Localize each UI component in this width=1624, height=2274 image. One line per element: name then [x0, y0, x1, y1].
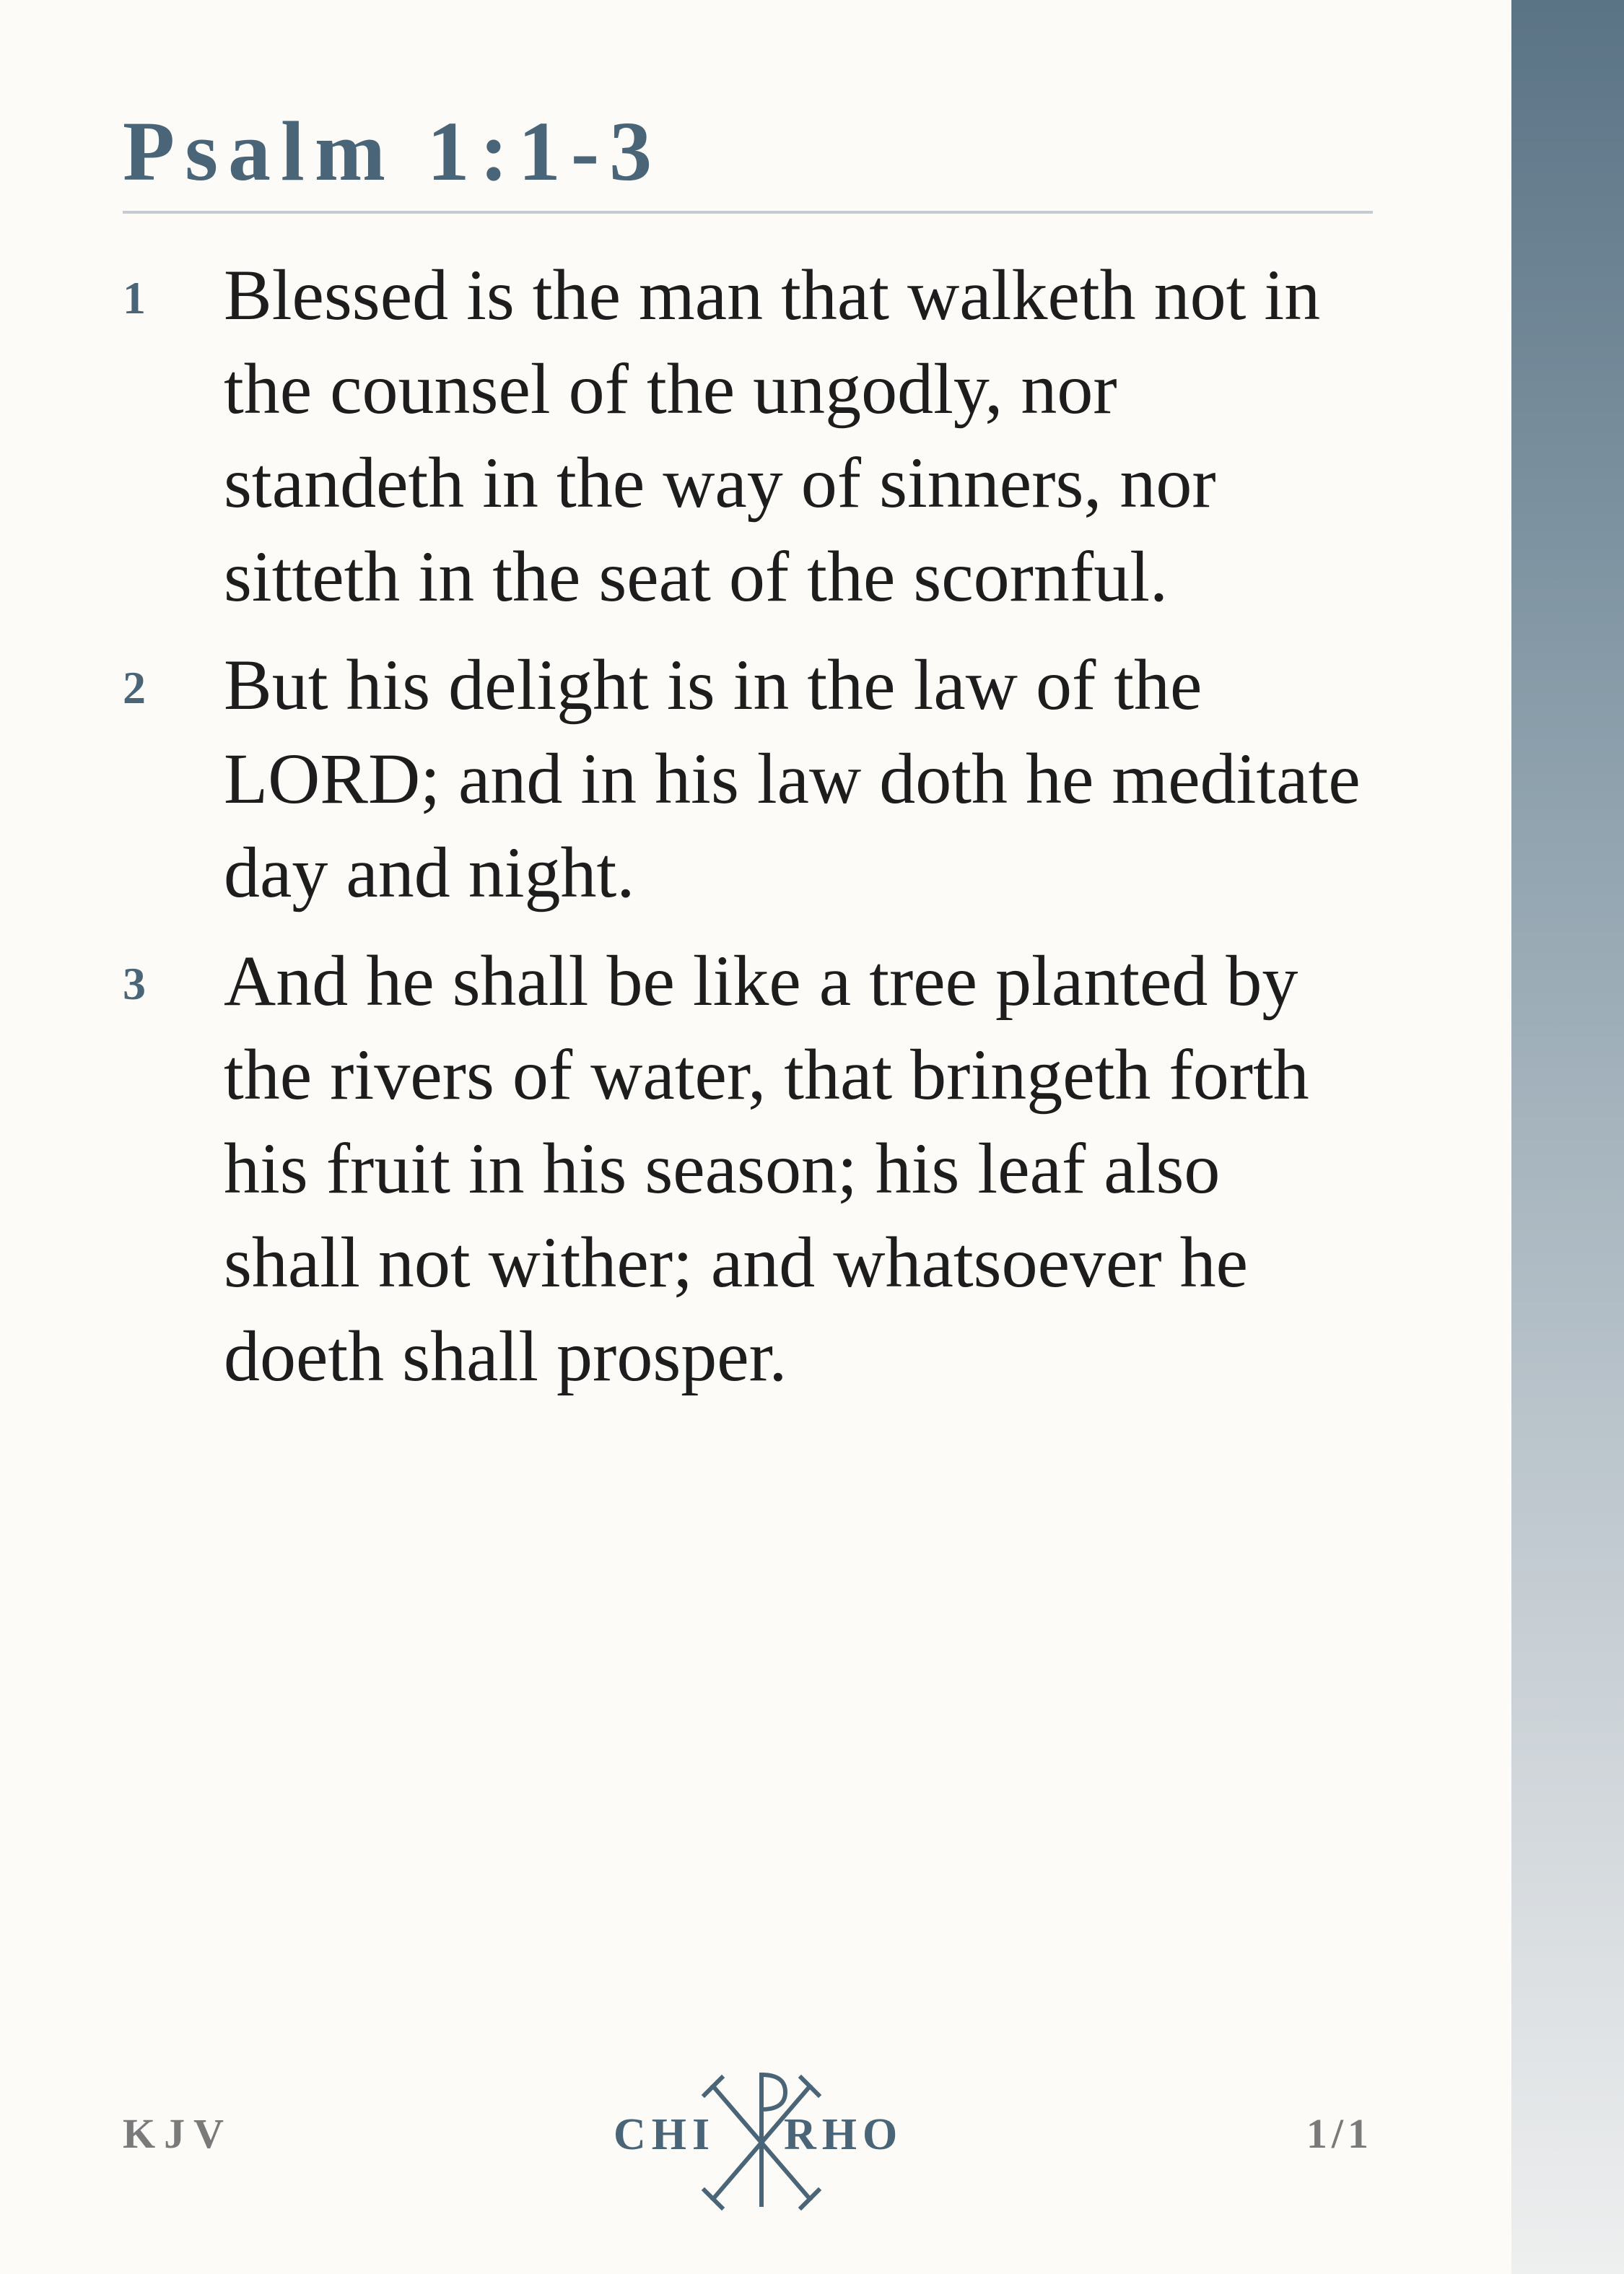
- chi-rho-logo: [614, 2057, 902, 2216]
- logo-word-chi: CHI: [614, 2110, 716, 2159]
- verse-text: Blessed is the man that walketh not in the counsel of the ungodly, nor standeth in the way of sinners, nor sitteth in the seat of the scornful.: [224, 255, 1321, 617]
- verse-number: 1: [123, 272, 146, 323]
- translation-label: KJV: [123, 2110, 232, 2157]
- logo-word-rho: RHO: [784, 2110, 904, 2159]
- verse-number: 2: [123, 662, 146, 713]
- passage-card: [123, 101, 1373, 1418]
- verse-item: [123, 248, 1373, 624]
- verse-list: [123, 248, 1373, 1403]
- verse-number: 3: [123, 958, 146, 1009]
- verse-item: [123, 638, 1373, 920]
- verse-text: And he shall be like a tree planted by the rivers of water, that bringeth forth his fruit in his season; his leaf also shall not wither; and whatsoever he doeth shall prosper.: [224, 941, 1309, 1396]
- title-divider: [123, 211, 1373, 214]
- passage-title: Psalm 1:1-3: [123, 104, 663, 199]
- page-footer: [123, 2057, 1373, 2216]
- verse-item: [123, 934, 1373, 1403]
- verse-text: But his delight is in the law of the LORD; and in his law doth he meditate day and night.: [224, 645, 1361, 912]
- page-indicator: 1/1: [1306, 2110, 1373, 2157]
- side-gradient-band: [1511, 0, 1624, 2274]
